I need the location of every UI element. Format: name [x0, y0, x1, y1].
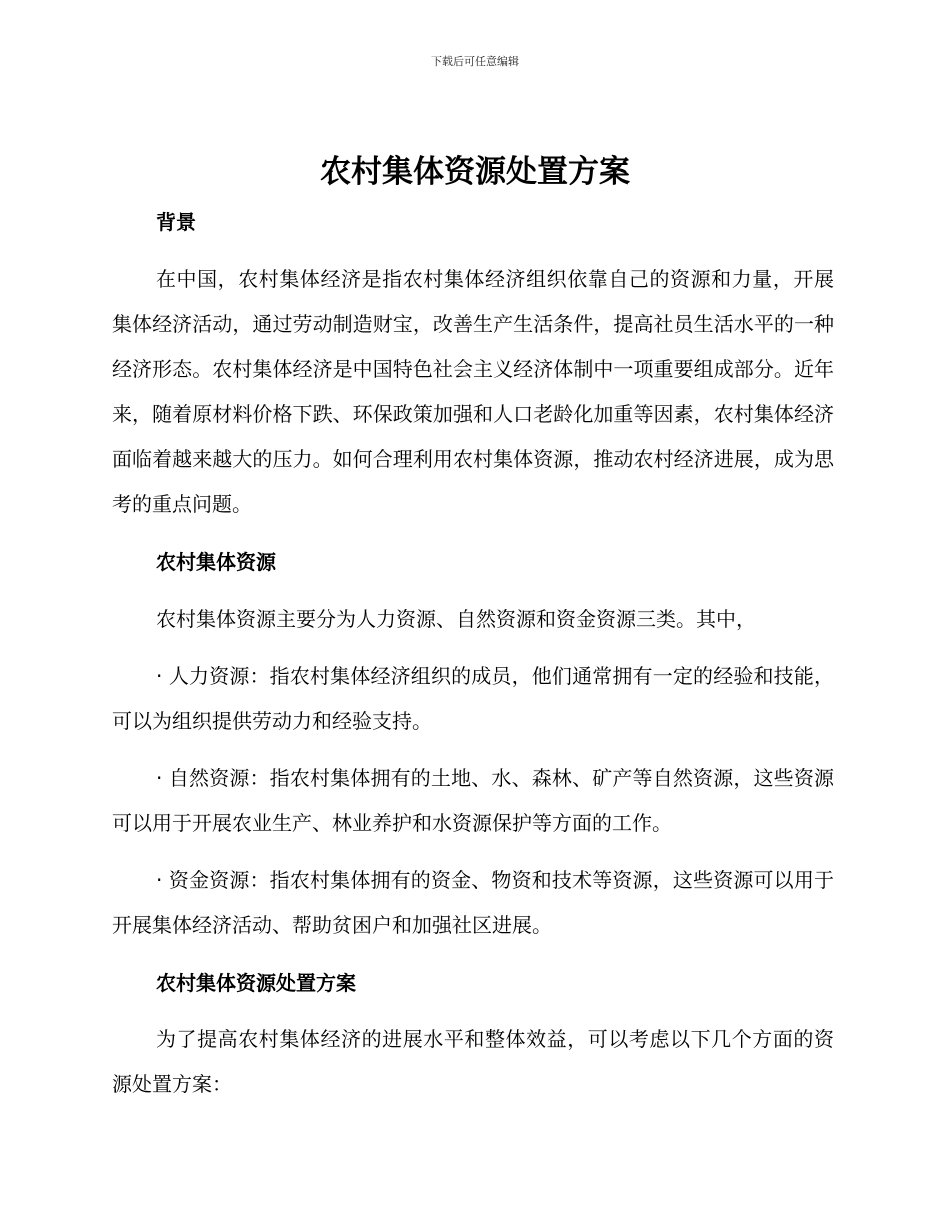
- paragraph-resources-intro: 农村集体资源主要分为人力资源、自然资源和资金资源三类。其中，: [156, 607, 756, 631]
- header-note: 下载后可任意编辑: [431, 55, 519, 68]
- list-item-natural-resources: · 自然资源：指农村集体拥有的土地、水、森林、矿产等自然资源，这些资源可以用于开展农业生产、林业养护和水资源保护等方面的工作。: [112, 766, 834, 835]
- paragraph-background: 在中国，农村集体经济是指农村集体经济组织依靠自己的资源和力量，开展集体经济活动，通过劳动制造财宝，改善生产生活条件，提高社员生活水平的一种经济形态。农村集体经济是中国特色社会主义经济体制中一项重要组成部分。近年来，随着原材料价格下跌、环保政策加强和人口老龄化加重等因素，农村集体经济面临着越来越大的压力。如何合理利用农村集体资源，推动农村经济进展，成为思考的重点问题。: [112, 267, 834, 516]
- list-item-capital-resources: · 资金资源：指农村集体拥有的资金、物资和技术等资源，这些资源可以用于开展集体经济活动、帮助贫困户和加强社区进展。: [112, 868, 834, 937]
- section-heading-disposal-plan: 农村集体资源处置方案: [156, 971, 356, 995]
- section-heading-collective-resources: 农村集体资源: [156, 550, 276, 574]
- section-heading-background: 背景: [156, 210, 196, 234]
- paragraph-disposal-intro: 为了提高农村集体经济的进展水平和整体效益，可以考虑以下几个方面的资源处置方案：: [112, 1027, 834, 1096]
- list-item-human-resources: · 人力资源：指农村集体经济组织的成员，他们通常拥有一定的经验和技能，可以为组织提供劳动力和经验支持。: [112, 664, 834, 733]
- document-title: 农村集体资源处置方案: [320, 154, 630, 190]
